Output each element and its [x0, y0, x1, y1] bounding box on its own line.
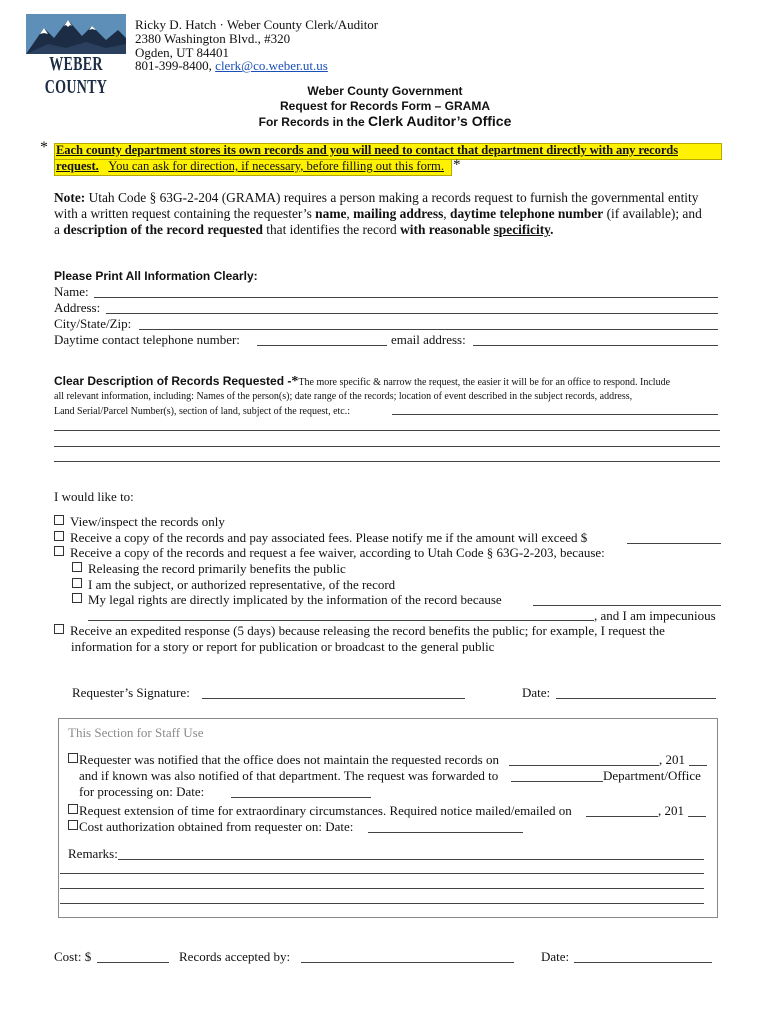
notice-asterisk: *: [40, 139, 48, 156]
options-intro: I would like to:: [54, 489, 134, 504]
option-view-checkbox[interactable]: [54, 515, 64, 525]
city-field[interactable]: [139, 329, 718, 330]
remarks-field-3[interactable]: [60, 903, 704, 904]
name-field[interactable]: [94, 297, 718, 298]
option-expedited-checkbox[interactable]: [54, 624, 64, 634]
notice-line-2: [56, 159, 444, 174]
title-line-3-prefix: For Records in the: [258, 115, 368, 129]
mountain-icon: [26, 14, 126, 54]
option-copy-fees: [54, 530, 587, 545]
email-link[interactable]: clerk@co.weber.ut.us: [215, 58, 328, 73]
waiver-subject-checkbox[interactable]: [72, 578, 82, 588]
title-line-3: [0, 114, 770, 130]
note-period: .: [550, 222, 554, 237]
waiver-legal-rights-label: My legal rights are directly implicated by the information of the record because: [88, 592, 502, 607]
email-field[interactable]: [473, 345, 718, 346]
staff-year-2: , 201: [658, 803, 684, 818]
option-expedited: [54, 623, 665, 638]
staff-year-2-field[interactable]: [688, 816, 706, 817]
title-line-1: Weber County Government: [307, 84, 463, 98]
staff-not-maintained: [68, 752, 499, 767]
description-field-0[interactable]: [392, 414, 718, 415]
staff-not-maintained-date[interactable]: [509, 765, 659, 766]
fee-limit-field[interactable]: [627, 543, 721, 544]
note-line-1: [54, 190, 698, 205]
note-line-3: [54, 222, 553, 237]
staff-cost-auth-checkbox[interactable]: [68, 820, 78, 830]
staff-not-maintained-checkbox[interactable]: [68, 753, 78, 763]
address-field[interactable]: [106, 313, 718, 314]
remarks-label: Remarks:: [68, 846, 118, 861]
option-fee-waiver: [54, 545, 605, 560]
option-view-label: View/inspect the records only: [70, 514, 225, 529]
form-title: [0, 84, 770, 130]
remarks-field-1[interactable]: [60, 873, 704, 874]
legal-rights-field[interactable]: [533, 605, 721, 606]
waiver-public-benefit-label: Releasing the record primarily benefits the public: [88, 561, 346, 576]
description-text-2: all relevant information, including: Names of the person(s); date range of the records; location of event described in the subject records, address,: [54, 391, 633, 402]
header-line-2: 2380 Washington Blvd., #320: [135, 31, 291, 46]
records-accepted-field[interactable]: [301, 962, 514, 963]
note-sep-2: ,: [443, 206, 450, 221]
address-label: Address:: [54, 300, 101, 315]
option-fee-waiver-label: Receive a copy of the records and request a fee waiver, according to Utah Code § 63G-2-203, because:: [70, 545, 605, 560]
description-text-3: Land Serial/Parcel Number(s), section of land, subject of the request, etc.:: [54, 406, 351, 417]
waiver-public-benefit-checkbox[interactable]: [72, 562, 82, 572]
option-fee-waiver-checkbox[interactable]: [54, 546, 64, 556]
waiver-legal-rights-checkbox[interactable]: [72, 593, 82, 603]
option-copy-fees-checkbox[interactable]: [54, 531, 64, 541]
name-label: Name:: [54, 284, 89, 299]
option-view: [54, 514, 225, 529]
header-phone: 801-399-8400,: [135, 58, 216, 73]
staff-department: Department/Office: [603, 768, 701, 783]
option-copy-fees-label: Receive a copy of the records and pay associated fees. Please notify me if the amount will exceed $: [70, 530, 588, 545]
note-text-2: with a written request containing the requester’s: [54, 206, 316, 221]
impecunious-text: , and I am impecunious: [594, 608, 716, 623]
staff-year-1-field[interactable]: [689, 765, 707, 766]
header-line-1: Ricky D. Hatch · Weber County Clerk/Auditor: [135, 17, 379, 32]
waiver-public-benefit: [72, 561, 346, 576]
waiver-legal-rights: [72, 592, 502, 607]
header-contact: [135, 58, 328, 73]
description-field-1[interactable]: [54, 430, 720, 431]
title-line-2: Request for Records Form – GRAMA: [279, 99, 491, 113]
notice-asterisk-end: *: [453, 157, 461, 173]
staff-extension-checkbox[interactable]: [68, 804, 78, 814]
staff-not-maintained-label: Requester was notified that the office does not maintain the requested records on: [79, 752, 499, 767]
footer-date-label: Date:: [541, 949, 570, 964]
staff-extension-date[interactable]: [586, 816, 658, 817]
email-label: email address:: [391, 332, 466, 347]
description-line-1: [54, 373, 670, 390]
staff-heading: This Section for Staff Use: [68, 725, 204, 740]
remarks-field-0[interactable]: [118, 859, 704, 860]
description-field-3[interactable]: [54, 461, 720, 462]
option-expedited-label: Receive an expedited response (5 days) because releasing the record benefits the public; for example, I request the: [70, 623, 665, 638]
staff-forwarded: and if known was also notified of that department. The request was forwarded to: [79, 768, 499, 783]
note-sep-1: ,: [346, 206, 354, 221]
staff-cost-auth-date[interactable]: [368, 832, 523, 833]
footer-date-field[interactable]: [574, 962, 712, 963]
staff-cost-auth: [68, 819, 353, 834]
description-asterisk: *: [291, 374, 299, 389]
staff-cost-auth-label: Cost authorization obtained from requester on: Date:: [79, 819, 354, 834]
note-description: description of the record requested: [63, 222, 263, 237]
title-office: Clerk Auditor’s Office: [367, 113, 512, 129]
legal-rights-field-2[interactable]: [88, 620, 594, 621]
note-label: Note:: [54, 190, 86, 205]
description-heading: Clear Description of Records Requested -: [54, 374, 292, 388]
notice-direction: You can ask for direction, if necessary, before filling out this form.: [108, 159, 445, 173]
description-field-2[interactable]: [54, 446, 720, 447]
staff-extension: [68, 803, 572, 818]
phone-field[interactable]: [257, 345, 387, 346]
print-heading: Please Print All Information Clearly:: [54, 269, 258, 283]
cost-field[interactable]: [97, 962, 169, 963]
note-line-2: [54, 206, 702, 221]
staff-extension-label: Request extension of time for extraordinary circumstances. Required notice mailed/emailed on: [79, 803, 572, 818]
staff-year-1: , 201: [659, 752, 685, 767]
weber-county-logo: [26, 14, 126, 99]
note-mailing: mailing address: [353, 206, 444, 221]
header-line-3: Ogden, UT 84401: [135, 45, 230, 60]
staff-processing-date[interactable]: [231, 797, 371, 798]
logo-text: WEBER COUNTY: [44, 54, 108, 99]
waiver-subject-label: I am the subject, or authorized representative, of the record: [88, 577, 396, 592]
waiver-subject: [72, 577, 395, 592]
phone-label: Daytime contact telephone number:: [54, 332, 240, 347]
note-text-3b: that identifies the record: [262, 222, 401, 237]
signature-date-label: Date:: [522, 685, 551, 700]
note-name: name: [315, 206, 347, 221]
signature-date-field[interactable]: [556, 698, 716, 699]
staff-forwarded-field[interactable]: [511, 781, 603, 782]
note-phone: daytime telephone number: [450, 206, 604, 221]
note-text-3: a: [54, 222, 64, 237]
notice-line-1: Each county department stores its own records and you will need to contact that department directly with any records: [56, 143, 679, 157]
remarks-field-2[interactable]: [60, 888, 704, 889]
signature-label: Requester’s Signature:: [72, 685, 190, 700]
staff-processing: for processing on: Date:: [79, 784, 205, 799]
description-text-1: The more specific & narrow the request, the easier it will be for an office to respond. Include: [298, 377, 671, 388]
note-specificity: specificity: [493, 222, 551, 237]
signature-field[interactable]: [202, 698, 465, 699]
city-label: City/State/Zip:: [54, 316, 132, 331]
notice-request: request.: [56, 159, 99, 173]
option-expedited-line-2: information for a story or report for publication or broadcast to the general public: [71, 639, 495, 654]
note-text-1: Utah Code § 63G-2-204 (GRAMA) requires a person making a records request to furnish the governmental entity: [85, 190, 699, 205]
cost-label: Cost: $: [54, 949, 92, 964]
note-text-2b: (if available); and: [603, 206, 702, 221]
note-reasonable: with reasonable: [400, 222, 494, 237]
records-accepted-label: Records accepted by:: [179, 949, 291, 964]
